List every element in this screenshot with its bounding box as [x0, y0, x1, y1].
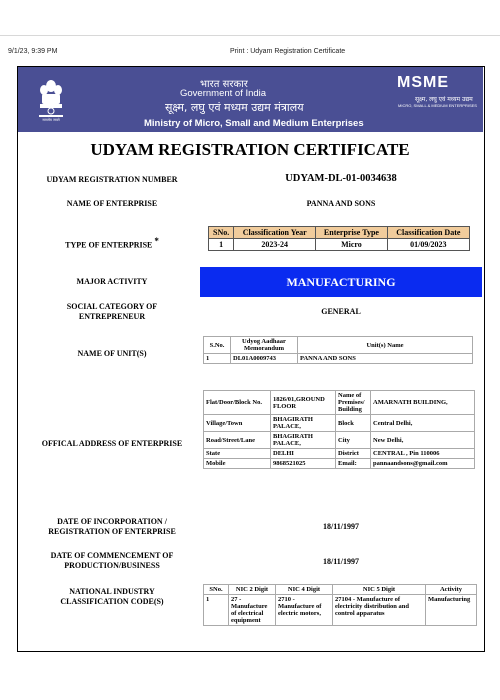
nic-col-2digit: NIC 2 Digit — [229, 585, 276, 595]
nic-table-clip — [203, 584, 477, 646]
address-field-label: Block — [336, 415, 371, 432]
nic-col-sno: SNo. — [204, 585, 229, 595]
units-cell: 1 — [204, 354, 231, 364]
type-label — [22, 236, 202, 250]
incorporation-date: 18/11/1997 — [322, 522, 359, 531]
nic-cell: Manufacturing — [426, 595, 477, 626]
nic-cell: 27 - Manufacture of electrical equipment — [229, 595, 276, 626]
commencement-date: 18/11/1997 — [322, 557, 359, 566]
banner-hindi-gov: भारत सरकार — [200, 79, 248, 90]
address-field-value: CENTRAL , Pin 110006 — [371, 449, 475, 459]
table-row — [204, 449, 475, 459]
banner-hindi-ministry: सूक्ष्म, लघु एवं मध्यम उद्यम मंत्रालय — [165, 101, 304, 114]
enterprise-name-label: NAME OF ENTERPRISE — [66, 199, 158, 208]
address-email-value[interactable]: pannaandsons@gmail.com — [371, 459, 475, 469]
table-row — [204, 432, 475, 449]
type-table-header — [209, 227, 470, 239]
address-field-value: 1826/01,GROUND FLOOR — [271, 391, 336, 415]
address-field-label: State — [204, 449, 271, 459]
address-field-label: Email: — [336, 459, 371, 469]
type-col-date: Classification Date — [387, 227, 469, 239]
table-row — [204, 415, 475, 432]
msme-hindi: सूक्ष्म, लघु एवं मध्यम उद्यम — [415, 96, 473, 103]
units-col-sno: S.No. — [204, 337, 231, 354]
top-divider — [0, 35, 500, 36]
address-field-value: AMARNATH BUILDING, — [371, 391, 475, 415]
major-activity-value: MANUFACTURING — [200, 267, 482, 297]
social-category-label-line2: ENTREPRENEUR — [78, 312, 146, 321]
msme-english: MICRO, SMALL & MEDIUM ENTERPRISES — [398, 103, 477, 108]
address-field-label: City — [336, 432, 371, 449]
address-field-value: New Delhi, — [371, 432, 475, 449]
social-category-label-line1: SOCIAL CATEGORY OF — [66, 302, 158, 311]
address-field-value: Central Delhi, — [371, 415, 475, 432]
type-col-sno: SNo. — [209, 227, 234, 239]
address-field-label: District — [336, 449, 371, 459]
address-field-label: Mobile — [204, 459, 271, 469]
type-cell: 01/09/2023 — [387, 239, 469, 251]
nic-col-4digit: NIC 4 Digit — [276, 585, 333, 595]
address-field-value: DELHI — [271, 449, 336, 459]
address-field-value: BHAGIRATH PALACE, — [271, 415, 336, 432]
nic-table-header — [204, 585, 477, 595]
table-row — [204, 595, 477, 626]
msme-logo: MSME — [397, 74, 449, 91]
commencement-label — [22, 551, 202, 571]
print-datetime: 9/1/23, 9:39 PM — [8, 48, 58, 55]
commencement-label-line1: DATE OF COMMENCEMENT OF — [50, 551, 174, 560]
table-row — [204, 391, 475, 415]
table-row — [209, 239, 470, 251]
type-cell: Micro — [316, 239, 387, 251]
address-field-label: Village/Town — [204, 415, 271, 432]
type-cell: 2023-24 — [234, 239, 316, 251]
emblem-caption: सत्यमेव जयते — [42, 118, 60, 122]
address-field-label: Name of Premises/ Building — [336, 391, 371, 415]
enterprise-name-value: PANNA AND SONS — [306, 199, 376, 208]
incorporation-label-line1: DATE OF INCORPORATION / — [57, 517, 167, 526]
units-table-header — [204, 337, 473, 354]
address-table — [203, 390, 475, 469]
social-category-label — [22, 302, 202, 322]
incorporation-label — [22, 517, 202, 537]
type-col-type: Enterprise Type — [316, 227, 387, 239]
nic-col-activity: Activity — [426, 585, 477, 595]
type-col-year: Classification Year — [234, 227, 316, 239]
banner-ministry-english: Ministry of Micro, Small and Medium Enterprises — [144, 118, 364, 129]
nic-label-line1: NATIONAL INDUSTRY — [69, 587, 155, 596]
social-category-value: GENERAL — [321, 307, 361, 316]
address-label: OFFICAL ADDRESS OF ENTERPRISE — [41, 439, 183, 448]
units-label: NAME OF UNIT(S) — [77, 349, 147, 358]
type-asterisk: * — [154, 236, 159, 246]
address-field-value: 9868521025 — [271, 459, 336, 469]
units-cell: PANNA AND SONS — [298, 354, 473, 364]
print-page-title: Print : Udyam Registration Certificate — [230, 48, 346, 55]
type-table — [208, 226, 470, 251]
incorporation-label-line2: REGISTRATION OF ENTERPRISE — [48, 527, 176, 536]
units-col-uam: Udyog Aadhaar Memorandum — [231, 337, 298, 354]
nic-col-5digit: NIC 5 Digit — [333, 585, 426, 595]
certificate-title: UDYAM REGISTRATION CERTIFICATE — [90, 140, 410, 159]
address-field-label: Road/Street/Lane — [204, 432, 271, 449]
major-activity-label: MAJOR ACTIVITY — [76, 277, 148, 286]
nic-label — [22, 587, 202, 607]
nic-cell: 27104 - Manufacture of electricity distribution and control apparatus — [333, 595, 426, 626]
address-field-label: Flat/Door/Block No. — [204, 391, 271, 415]
nic-label-line2: CLASSIFICATION CODE(S) — [60, 597, 164, 606]
type-label-text: TYPE OF ENTERPRISE — [65, 240, 153, 250]
banner-gov-english: Government of India — [180, 88, 267, 99]
units-cell: DL01A0009743 — [231, 354, 298, 364]
units-table — [203, 336, 473, 364]
address-field-value: BHAGIRATH PALACE, — [271, 432, 336, 449]
type-cell: 1 — [209, 239, 234, 251]
nic-table — [203, 584, 477, 626]
units-col-name: Unit(s) Name — [298, 337, 473, 354]
nic-cell: 1 — [204, 595, 229, 626]
table-row — [204, 459, 475, 469]
reg-number-value: UDYAM-DL-01-0034638 — [285, 173, 397, 184]
reg-number-label: UDYAM REGISTRATION NUMBER — [46, 175, 178, 184]
table-row — [204, 354, 473, 364]
nic-cell: 2710 - Manufacture of electric motors, — [276, 595, 333, 626]
commencement-label-line2: PRODUCTION/BUSINESS — [64, 561, 160, 570]
